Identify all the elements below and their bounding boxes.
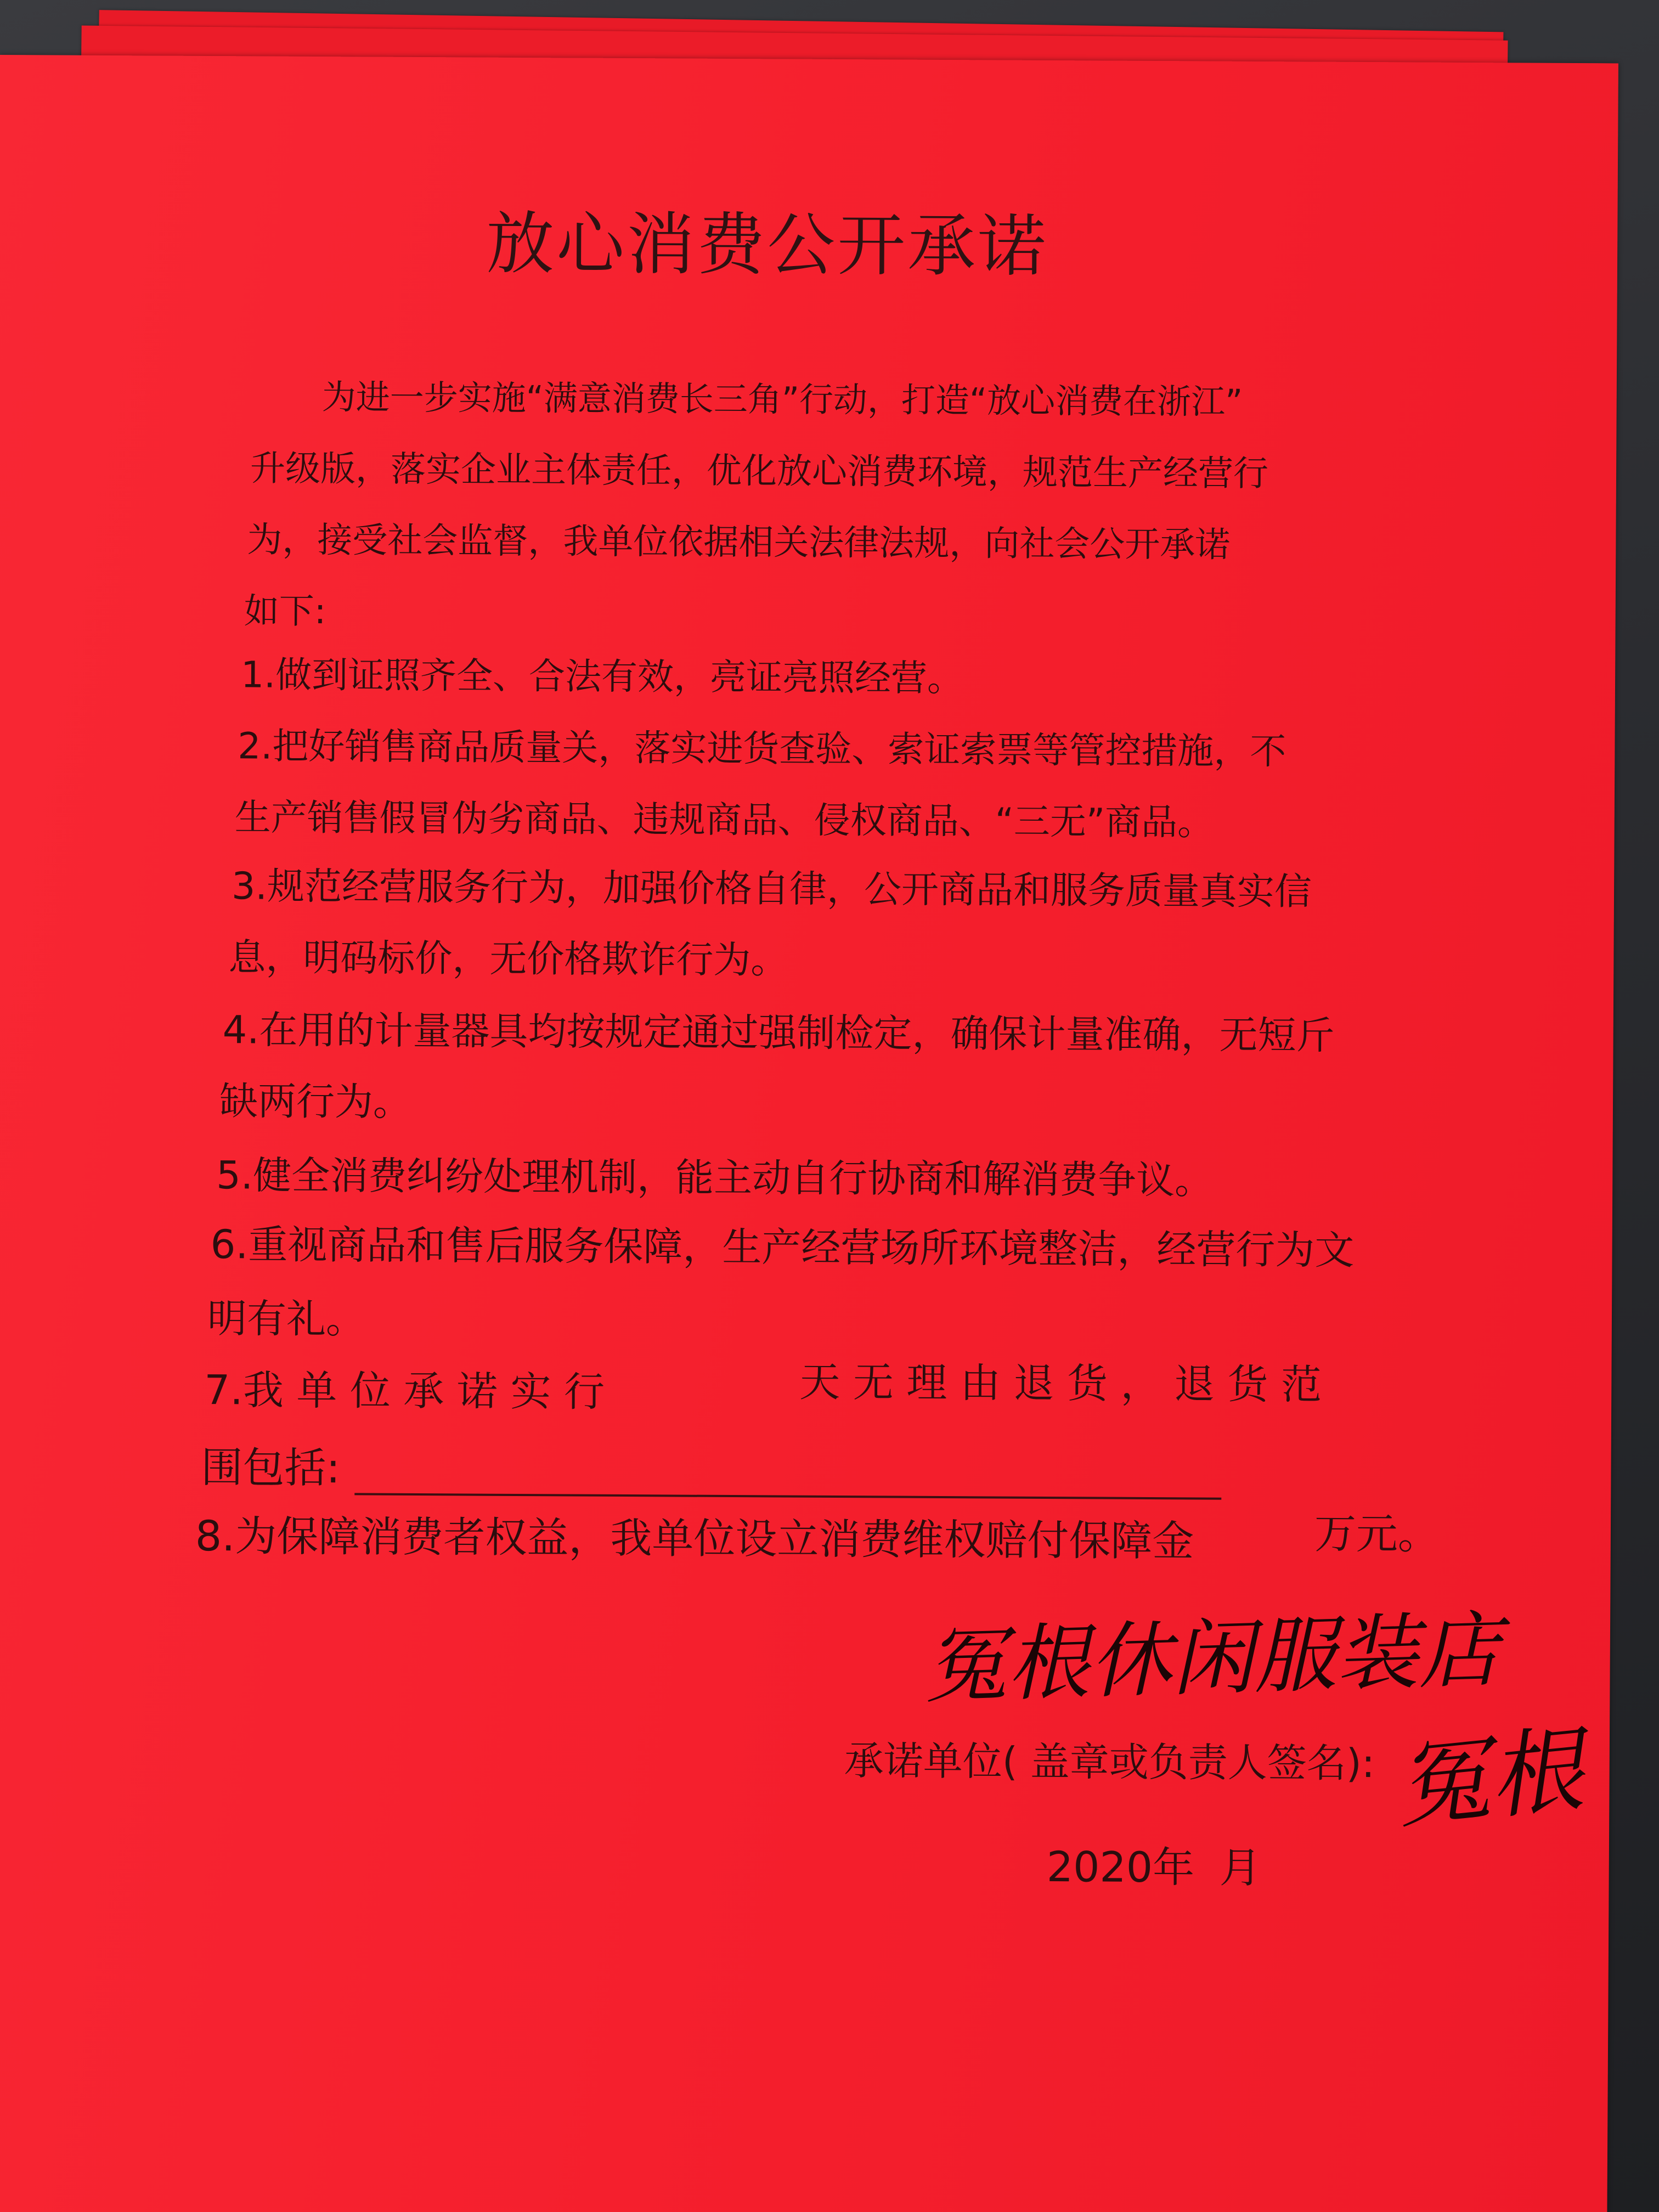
date-year: 2020年: [1046, 1842, 1195, 1892]
item-4-line-1: 4.在用的计量器具均按规定通过强制检定，确保计量准确，无短斤: [222, 1007, 1335, 1058]
item-3-line-1: 3.规范经营服务行为，加强价格自律，公开商品和服务质量真实信: [231, 865, 1312, 914]
intro-line-1: 为进一步实施“满意消费长三角”行动，打造“放心消费在浙江”: [321, 377, 1243, 422]
item-7-line-1-start: 7.我 单 位 承 诺 实 行: [204, 1366, 605, 1416]
intro-line-3: 为，接受社会监督，我单位依据相关法律法规，向社会公开承诺: [247, 520, 1231, 566]
item-7-line-2: 围包括:: [201, 1442, 341, 1493]
item-8-start: 8.为保障消费者权益，我单位设立消费维权赔付保障金: [195, 1511, 1194, 1566]
item-4-line-2: 缺两行为。: [219, 1079, 412, 1125]
pledge-document: [0, 55, 1618, 2212]
item-6-line-1: 6.重视商品和售后服务保障，生产经营场所环境整洁，经营行为文: [210, 1221, 1355, 1273]
handwritten-signature: 冤根: [1391, 1715, 1588, 1842]
item-2-line-2: 生产销售假冒伪劣商品、违规商品、侵权商品、“三无”商品。: [234, 796, 1214, 844]
item-7-line-1-end: 天 无 理 由 退 货 ， 退 货 范: [799, 1358, 1322, 1409]
item-1: 1.做到证照齐全、合法有效，亮证亮照经营。: [240, 653, 964, 700]
document-title: 放心消费公开承诺: [486, 204, 1048, 287]
item-3-line-2: 息，明码标价，无价格欺诈行为。: [228, 936, 788, 983]
item-6-line-2: 明有礼。: [207, 1295, 366, 1342]
item-2-line-1: 2.把好销售商品质量关，落实进货查验、索证索票等管控措施，不: [238, 725, 1286, 773]
date-month: 月: [1219, 1843, 1261, 1893]
handwritten-store-name: 冤根休闲服装店: [923, 1602, 1502, 1716]
pledge-unit-label: 承诺单位( 盖章或负责人签名):: [844, 1737, 1375, 1787]
item-8-end: 万元。: [1314, 1509, 1440, 1559]
return-scope-blank: [354, 1493, 1221, 1499]
intro-line-4: 如下:: [244, 591, 326, 633]
item-5: 5.健全消费纠纷处理机制，能主动自行协商和解消费争议。: [216, 1153, 1214, 1203]
intro-line-2: 升级版，落实企业主体责任，优化放心消费环境，规范生产经营行: [250, 448, 1269, 495]
